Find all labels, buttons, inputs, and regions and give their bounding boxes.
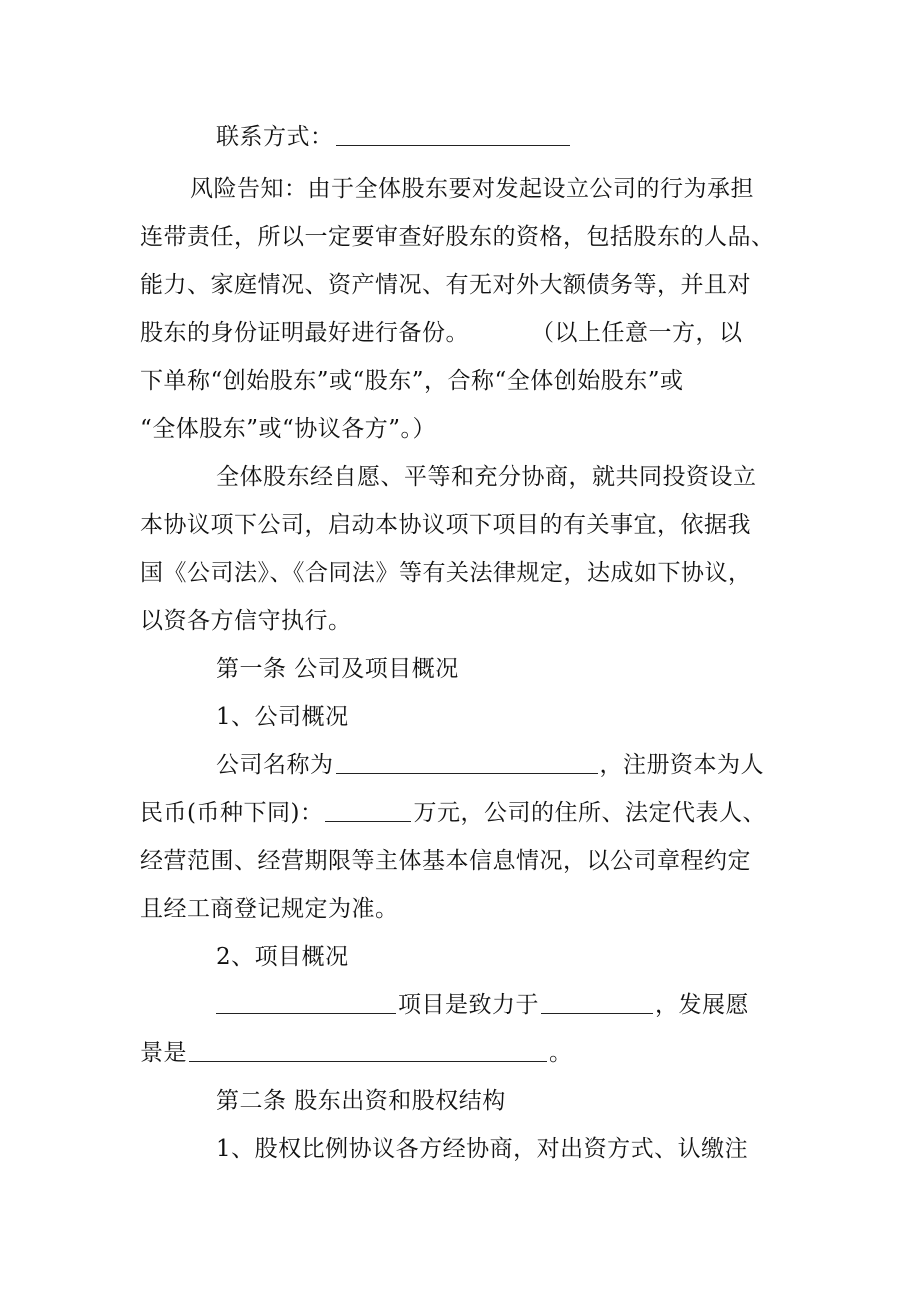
risk-notice-line-4b: （以上任意一方，以 [531,320,743,346]
vision-line [140,1036,573,1070]
contact-line [216,120,572,154]
company-name-line [216,748,764,782]
article-1-sub2-title: 2、项目概况 [216,944,349,970]
preamble-line-3: 国《公司法》、《合同法》等有关法律规定，达成如下协议， [140,560,752,586]
contact-blank-field[interactable] [336,123,570,146]
company-info-line-4: 且经工商登记规定为准。 [140,896,399,922]
company-info-line-3: 经营范围、经营期限等主体基本信息情况，以公司章程约定 [140,848,751,874]
preamble-line-1: 全体股东经自愿、平等和充分协商，就共同投资设立 [216,464,757,490]
project-purpose-label: 项目是致力于 [398,992,539,1018]
project-name-blank-field[interactable] [216,991,396,1014]
preamble-line-2: 本协议项下公司，启动本协议项下项目的有关事宜，依据我 [140,512,751,538]
article-2-title: 第二条 股东出资和股权结构 [216,1088,506,1114]
registered-capital-label: ，注册资本为人 [599,752,764,778]
vision-label: ，发展愿 [655,992,749,1018]
risk-notice-line-5: 下单称“创始股东”或“股东”，合称“全体创始股东”或 [140,368,684,394]
capital-line [140,796,766,830]
company-name-label: 公司名称为 [216,752,334,778]
capital-line-rest: 万元，公司的住所、法定代表人、 [413,800,766,826]
project-line [216,988,749,1022]
risk-notice-line-2: 连带责任，所以一定要审查好股东的资格，包括股东的人品、 [140,224,775,250]
article-1-title: 第一条 公司及项目概况 [216,656,459,682]
risk-notice-line-3: 能力、家庭情况、资产情况、有无对外大额债务等，并且对 [140,272,751,298]
risk-notice-line-4a: 股东的身份证明最好进行备份。 [140,320,469,346]
contact-label: 联系方式： [216,124,334,150]
vision-blank-field[interactable] [189,1039,547,1062]
vision-prefix: 景是 [140,1040,187,1066]
project-purpose-blank-field[interactable] [541,991,653,1014]
article-1-sub1-title: 1、公司概况 [216,704,349,730]
risk-notice-line-6: “全体股东”或“协议各方”。） [140,416,437,442]
risk-notice-line-1: 风险告知：由于全体股东要对发起设立公司的行为承担 [190,176,754,202]
article-2-line-1: 1、股权比例协议各方经协商，对出资方式、认缴注 [216,1136,749,1162]
company-name-blank-field[interactable] [336,751,598,774]
vision-end: 。 [549,1040,573,1066]
currency-label: 民币(币种下同)： [140,800,324,826]
capital-amount-blank-field[interactable] [325,799,411,822]
risk-notice-line-4 [140,316,743,350]
preamble-line-4: 以资各方信守执行。 [140,608,352,634]
